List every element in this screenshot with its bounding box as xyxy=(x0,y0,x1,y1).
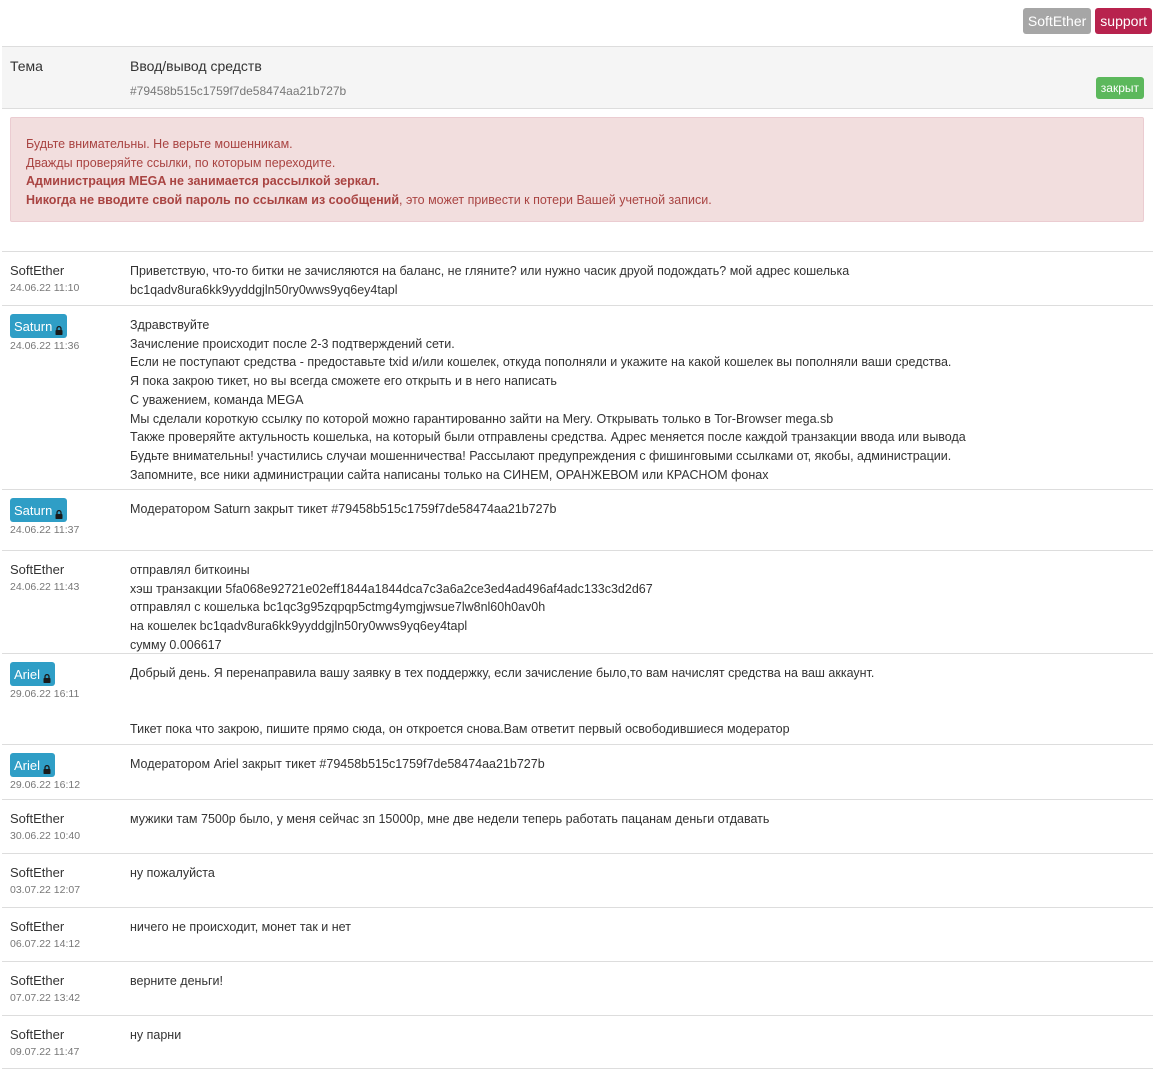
message-row xyxy=(2,306,1153,490)
message-meta xyxy=(10,753,80,791)
message-line: ничего не происходит, монет так и нет xyxy=(130,920,351,934)
ticket-title: Ввод/вывод средств xyxy=(130,58,262,74)
support-tag[interactable]: support xyxy=(1095,8,1152,34)
message-meta xyxy=(10,972,80,1004)
message-date: 24.06.22 11:10 xyxy=(10,282,80,294)
message-date: 03.07.22 12:07 xyxy=(10,884,81,896)
message-body xyxy=(2,1016,1153,1045)
message-body xyxy=(2,551,1153,655)
message-line: Также проверяйте актульность кошелька, на который были отправлены средства. Адрес меняется после каждой транзакции ввода или вывода xyxy=(130,430,966,445)
message-body xyxy=(2,654,1153,739)
lock-icon xyxy=(43,762,51,771)
message-date: 09.07.22 11:47 xyxy=(10,1046,80,1058)
message-line: отправлял с кошелька bc1qc3g95zqpqp5ctmg4ymgjwsue7lw8nl60h0av0h xyxy=(130,600,546,615)
alert-line-3: Администрация MEGA не занимается рассылкой зеркал. xyxy=(26,174,380,188)
lock-icon xyxy=(55,507,63,516)
message-row xyxy=(2,962,1153,1016)
message-date: 24.06.22 11:43 xyxy=(10,581,80,593)
message-row xyxy=(2,1016,1153,1069)
message-date: 29.06.22 16:11 xyxy=(10,688,80,700)
message-line xyxy=(130,683,1153,702)
message-row xyxy=(2,252,1153,306)
status-badge: закрыт xyxy=(1096,77,1144,99)
message-line: Модератором Ariel закрыт тикет #79458b515c1759f7de58474aa21b727b xyxy=(130,757,545,771)
message-line: Если не поступают средства - предоставьте txid и/или кошелек, откуда пополняли и укажите на какой кошелек вы пополняли ваши средства. xyxy=(130,355,952,370)
author-name: Ariel xyxy=(14,757,41,773)
author-name[interactable]: SoftEther xyxy=(10,811,65,826)
message-date: 30.06.22 10:40 xyxy=(10,830,81,842)
message-row xyxy=(2,654,1153,745)
ticket-subject xyxy=(2,46,1153,109)
lock-icon xyxy=(43,671,51,680)
author-name[interactable]: SoftEther xyxy=(10,1027,65,1042)
alert-line-4-rest: , это может привести к потери Вашей учетной записи. xyxy=(399,192,712,207)
message-body xyxy=(2,800,1153,829)
subject-label: Тема xyxy=(10,58,43,74)
staff-author-badge[interactable] xyxy=(10,314,67,338)
message-line: ну парни xyxy=(130,1028,182,1042)
user-tag[interactable]: SoftEther xyxy=(1023,8,1091,34)
author-name[interactable]: SoftEther xyxy=(10,973,65,988)
message-line: Будьте внимательны! участились случаи мошенничества! Рассылают предупреждения с фишинговыми ссылками от, якобы, администрации. xyxy=(130,448,952,463)
message-line: Добрый день. Я перенаправила вашу заявку в тех поддержку, если зачисление было,то вам начислят средства на ваш аккаунт. xyxy=(130,666,875,680)
message-line: Мы сделали короткую ссылку по которой можно гарантированно зайти на Mery. Открывать только в Tor-Browser mega.sb xyxy=(130,411,834,426)
message-body xyxy=(2,490,1153,519)
message-line: ну пожалуйста xyxy=(130,866,215,880)
message-line: на кошелек bc1qadv8ura6kk9yyddgjln50ry0wws9yq6ey4tapl xyxy=(130,619,468,634)
message-body xyxy=(2,252,1153,299)
message-line: Запомните, все ники администрации сайта написаны только на СИНЕМ, ОРАНЖЕВОМ или КРАСНОМ фонах xyxy=(130,467,769,482)
message-line: Я пока закрою тикет, но вы всегда сможете его открыть и в него написать xyxy=(130,374,557,389)
message-meta xyxy=(10,1026,79,1058)
message-body xyxy=(2,745,1153,774)
author-name[interactable]: SoftEther xyxy=(10,865,65,880)
message-date: 07.07.22 13:42 xyxy=(10,992,81,1004)
message-meta xyxy=(10,498,79,536)
message-line: Приветствую, что-то битки не зачисляются на баланс, не гляните? или нужно часик друой подождать? мой адрес кошелька xyxy=(130,264,850,278)
message-body xyxy=(2,306,1153,484)
message-line: отправлял биткоины xyxy=(130,563,250,577)
message-line: верните деньги! xyxy=(130,974,223,988)
staff-author-badge[interactable] xyxy=(10,498,67,522)
lock-icon xyxy=(55,323,63,332)
alert-line-1: Будьте внимательны. Не верьте мошенникам. xyxy=(26,137,293,151)
message-line: Зачисление происходит после 2-3 подтверждений сети. xyxy=(130,336,455,351)
message-row xyxy=(2,490,1153,551)
message-meta xyxy=(10,864,80,896)
message-line: Здравствуйте xyxy=(130,318,210,332)
message-row xyxy=(2,908,1153,962)
message-row xyxy=(2,854,1153,908)
message-row xyxy=(2,551,1153,654)
alert-line-2: Дважды проверяйте ссылки, по которым переходите. xyxy=(26,155,336,170)
message-meta xyxy=(10,314,79,352)
message-line: bc1qadv8ura6kk9yyddgjln50ry0wws9yq6ey4tapl xyxy=(130,282,398,297)
message-body xyxy=(2,962,1153,991)
message-line: хэш транзакции 5fa068e92721e02eff1844a1844dca7c3a6a2ce3ed4ad496af4adc133c3d2d67 xyxy=(130,581,653,596)
message-date: 29.06.22 16:12 xyxy=(10,779,81,791)
author-name[interactable]: SoftEther xyxy=(10,562,65,577)
message-meta xyxy=(10,561,79,593)
message-line: Модератором Saturn закрыт тикет #79458b515c1759f7de58474aa21b727b xyxy=(130,502,557,516)
message-body xyxy=(2,908,1153,937)
message-meta xyxy=(10,918,80,950)
message-line: Тикет пока что закрою, пишите прямо сюда, он откроется снова.Вам ответит первый освободившиеся модератор xyxy=(130,722,790,737)
message-meta xyxy=(10,262,79,294)
author-name[interactable]: SoftEther xyxy=(10,919,65,934)
top-tags xyxy=(1023,8,1152,34)
message-line: мужики там 7500р было, у меня сейчас зп 15000р, мне две недели теперь работать пацанам деньги отдавать xyxy=(130,812,770,826)
author-name: Saturn xyxy=(14,318,53,334)
message-line: С уважением, команда MEGA xyxy=(130,392,304,407)
alert-line-4-bold: Никогда не вводите свой пароль по ссылкам из сообщений xyxy=(26,192,400,207)
staff-author-badge[interactable] xyxy=(10,662,55,686)
ticket-id: #79458b515c1759f7de58474aa21b727b xyxy=(130,84,347,98)
author-name[interactable]: SoftEther xyxy=(10,263,65,278)
message-line: сумму 0.006617 xyxy=(130,637,222,652)
author-name: Saturn xyxy=(14,502,53,518)
message-row xyxy=(2,745,1153,800)
message-line xyxy=(130,701,1153,720)
staff-author-badge[interactable] xyxy=(10,753,55,777)
warning-alert xyxy=(10,117,1144,222)
message-row xyxy=(2,800,1153,854)
message-date: 24.06.22 11:37 xyxy=(10,524,80,536)
message-date: 24.06.22 11:36 xyxy=(10,340,80,352)
message-meta xyxy=(10,810,80,842)
message-meta xyxy=(10,662,79,700)
author-name: Ariel xyxy=(14,666,41,682)
message-date: 06.07.22 14:12 xyxy=(10,938,81,950)
message-body xyxy=(2,854,1153,883)
message-list xyxy=(2,251,1153,1069)
alert-line-4 xyxy=(26,191,1143,210)
